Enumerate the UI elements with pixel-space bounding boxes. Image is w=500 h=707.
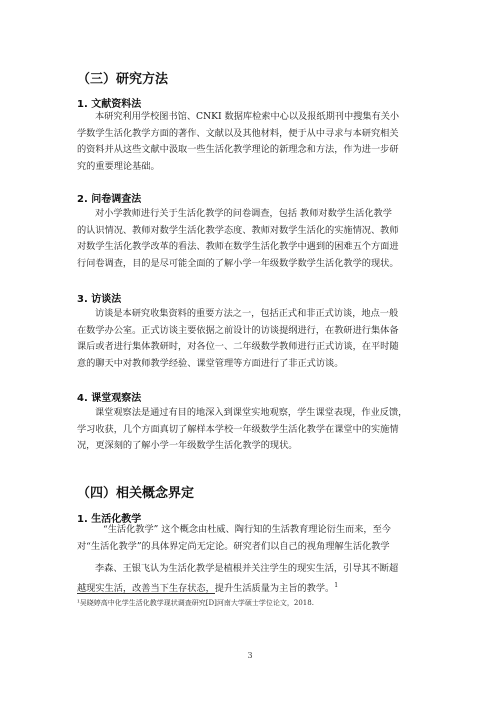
paragraph-line: 课堂观察法是通过有目的地深入到课堂实地观察，学生课堂表现，作业反馈， — [95, 407, 408, 418]
paragraph-line: “生活化教学” 这个概念由杜威、陶行知的生活教育理论衍生而来，至今 — [103, 524, 391, 535]
subsection-title-questionnaire: 2. 问卷调查法 — [77, 194, 142, 205]
paragraph-questionnaire — [77, 206, 425, 272]
paragraph-line: 在数学办公室。正式访谈主要依据之前设计的访谈提纲进行，在教研进行集体备 — [77, 324, 399, 336]
paragraph-line: 越现实生活，改善当下生存状态，提升生活质量为主旨的教学。$^1$ — [77, 581, 339, 594]
subsection-title-life-teaching: 1. 生活化教学 — [77, 514, 142, 525]
paragraph-line: 本研究利用学校图书馆、CNKI 数据库检索中心以及报纸期刊中搜集有关小 — [95, 111, 400, 122]
paragraph-line: 的资料并从这些文献中汲取一些生活化教学理论的新理念和方法，作为进一步研 — [77, 144, 399, 155]
paragraph-observation — [77, 405, 425, 455]
section-title-concept-definitions: （四）相关概念界定 — [77, 486, 195, 501]
paragraph-interview — [77, 306, 425, 372]
section-title-research-methods: （三）研究方法 — [77, 72, 169, 87]
paragraph-line: 学数学生活化教学方面的著作、文献以及其他材料，便于从中寻求与本研究相关 — [77, 127, 399, 139]
page-number: 3 — [247, 651, 253, 660]
subsection-title-interview: 3. 访谈法 — [77, 294, 122, 305]
paragraph-line: 对“生活化教学”的具体界定尚无定论。研究者们以自己的视角理解生活化教学 — [77, 540, 390, 552]
paragraph-literature — [77, 109, 425, 175]
subsection-title-observation: 4. 课堂观察法 — [77, 393, 142, 404]
paragraph-line: 李森、王银飞认为生活化教学是植根并关注学生的现实生活，引导其不断超 — [95, 563, 399, 574]
paragraph-line: 访谈是本研究收集资料的重要方法之一，包括正式和非正式访谈，地点一般 — [95, 308, 399, 319]
paragraph-line: 况，更深刻的了解小学一年级数学生活化教学的现状。 — [77, 440, 298, 451]
footnote-marker[interactable]: 1 — [334, 581, 339, 589]
subsection-title-literature: 1. 文献资料法 — [77, 99, 142, 110]
paragraph-line: 行问卷调查，目的是尽可能全面的了解小学一年级数学数学生活化教学的现状。 — [77, 257, 399, 269]
footnote-divider — [77, 593, 215, 594]
paragraph-line: 对小学教师进行关于生活化教学的问卷调查，包括 教师对数学生活化教学 — [95, 208, 392, 219]
paragraph-line: 意的聊天中对教师教学经验、课堂管理等方面进行了非正式访谈。 — [77, 357, 344, 369]
paragraph-line: 课后或者进行集体教研时，对各位一、二年级数学教师进行正式访谈，在平时随 — [77, 341, 399, 352]
paragraph-line: 学习收获，几个方面真切了解样本学校一年级数学生活化教学在课堂中的实施情 — [77, 423, 399, 435]
paragraph-line: 对数学生活化教学改革的看法、教师在数学生活化教学中遇到的困难五个方面进 — [77, 241, 399, 252]
footnote-text: ¹吴晓婷高中化学生活化教学现状调查研究[D]河南大学硕士学位论文，2018. — [77, 599, 314, 607]
paragraph-line: 究的重要理论基础。 — [77, 160, 160, 172]
paragraph-life-teaching — [77, 522, 425, 597]
paragraph-line: 的认识情况、教师对数学生活化教学态度、教师对数学生活化的实施情况、教师 — [77, 224, 399, 236]
